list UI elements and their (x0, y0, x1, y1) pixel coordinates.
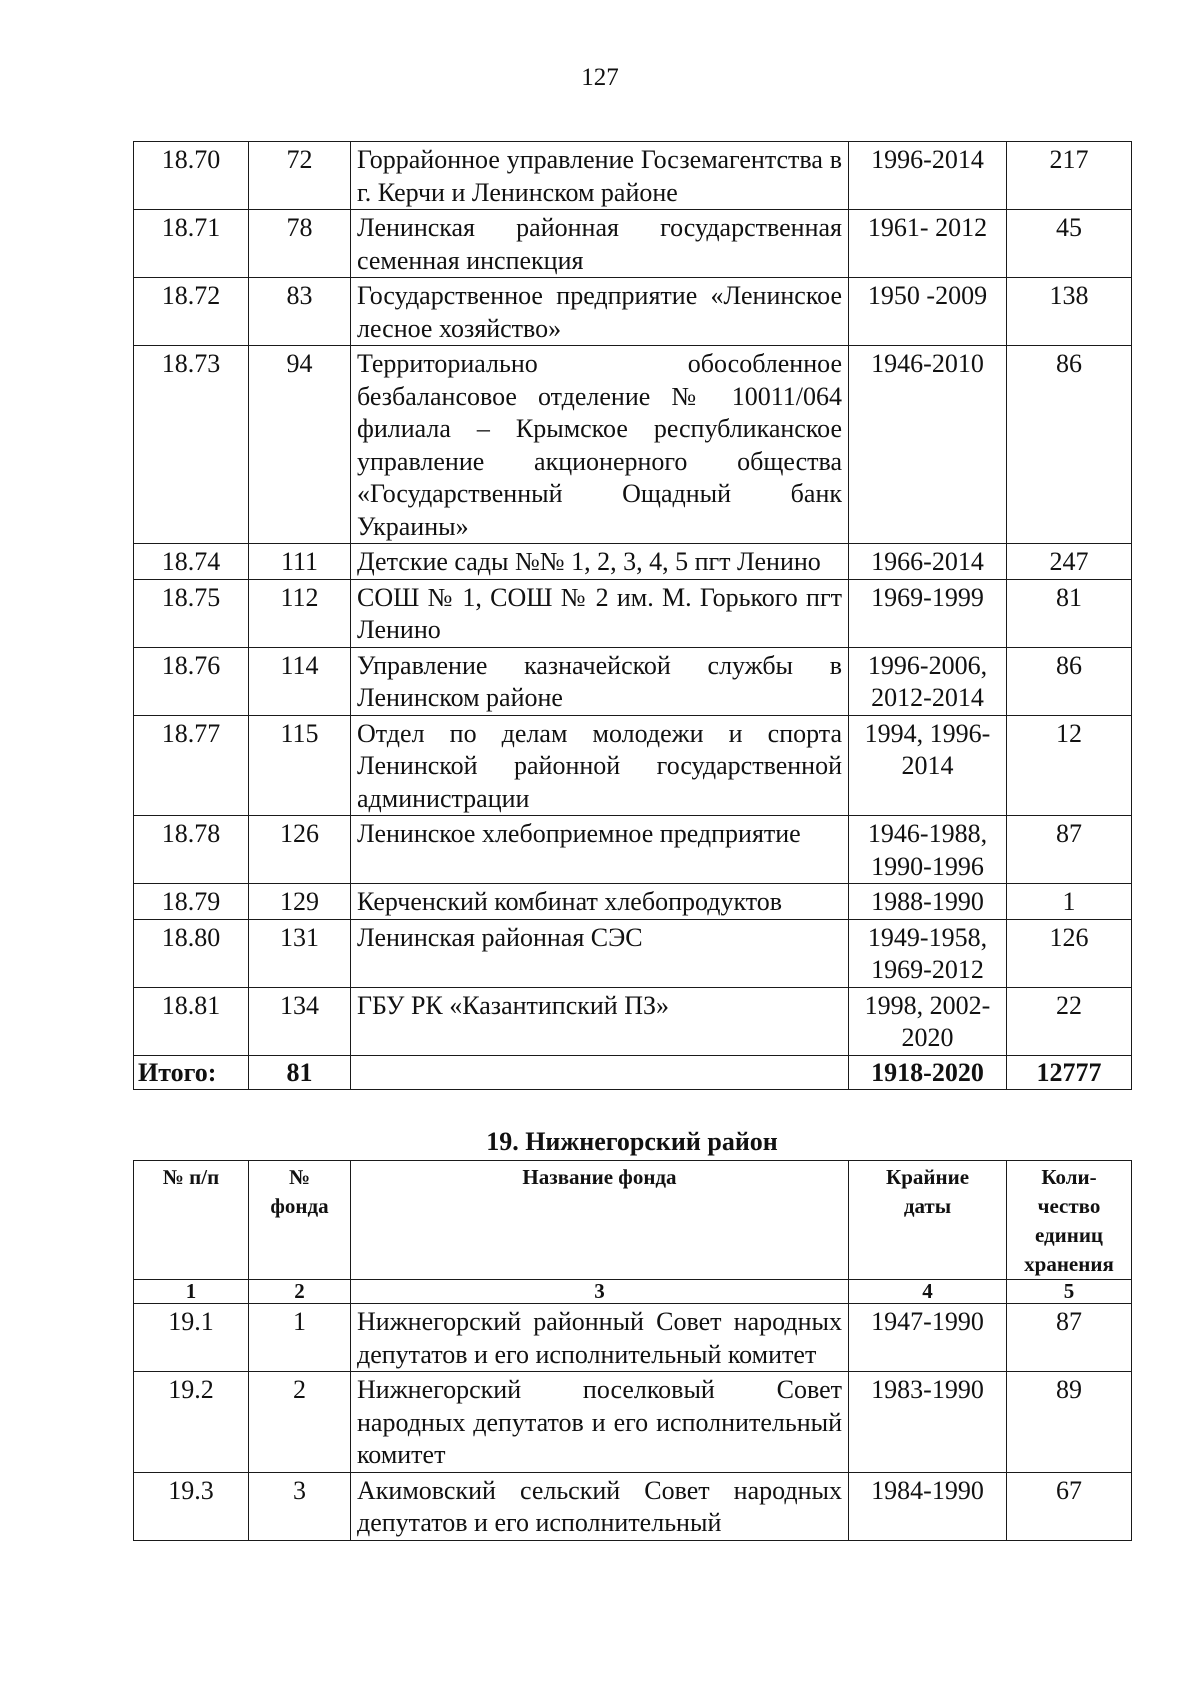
fond-number: 1 (249, 1304, 351, 1372)
total-dates: 1918-2020 (849, 1055, 1007, 1089)
fond-dates: 1969-1999 (849, 579, 1007, 647)
fond-name: Акимовский сельский Совет народных депутатов и его исполнительный (351, 1472, 849, 1540)
fond-dates: 1996-2014 (849, 142, 1007, 210)
header-fond-name: Название фонда (351, 1161, 849, 1280)
units-count: 22 (1007, 987, 1132, 1055)
row-number: 18.70 (134, 142, 249, 210)
row-number: 18.74 (134, 544, 249, 580)
fond-dates: 1996-2006, 2012-2014 (849, 647, 1007, 715)
fond-dates: 1988-1990 (849, 884, 1007, 920)
total-label: Итого: (134, 1055, 249, 1089)
fond-number: 114 (249, 647, 351, 715)
row-number: 18.71 (134, 210, 249, 278)
fond-number: 131 (249, 919, 351, 987)
row-number: 18.78 (134, 816, 249, 884)
table-header-row (134, 1161, 1132, 1280)
fond-dates: 1950 -2009 (849, 278, 1007, 346)
fond-number: 94 (249, 346, 351, 544)
table-row (134, 715, 1132, 816)
table-body (134, 142, 1132, 1090)
table-row (134, 544, 1132, 580)
row-number: 18.80 (134, 919, 249, 987)
total-count: 12777 (1007, 1055, 1132, 1089)
fond-name: Территориально обособленное безбалансовое отделение № 10011/064 филиала – Крымское республиканское управление акционерного общества «Государственный Ощадный банк Украины» (351, 346, 849, 544)
table-row (134, 1304, 1132, 1372)
fond-dates: 1947-1990 (849, 1304, 1007, 1372)
total-row (134, 1055, 1132, 1089)
fond-name: Нижнегорский районный Совет народных депутатов и его исполнительный комитет (351, 1304, 849, 1372)
table-row (134, 919, 1132, 987)
fond-number: 115 (249, 715, 351, 816)
units-count: 87 (1007, 1304, 1132, 1372)
fond-name: Управление казначейской службы в Ленинском районе (351, 647, 849, 715)
units-count: 89 (1007, 1372, 1132, 1473)
table-row (134, 579, 1132, 647)
units-count: 138 (1007, 278, 1132, 346)
fond-dates: 1984-1990 (849, 1472, 1007, 1540)
units-count: 67 (1007, 1472, 1132, 1540)
fond-number: 72 (249, 142, 351, 210)
units-count: 12 (1007, 715, 1132, 816)
table-row (134, 987, 1132, 1055)
fond-dates: 1946-1988, 1990-1996 (849, 816, 1007, 884)
fond-name: Горрайонное управление Госземагентства в г. Керчи и Ленинском районе (351, 142, 849, 210)
fond-number: 111 (249, 544, 351, 580)
table-row (134, 1472, 1132, 1540)
fond-name: Ленинское хлебоприемное предприятие (351, 816, 849, 884)
row-number: 18.77 (134, 715, 249, 816)
table-row (134, 884, 1132, 920)
fond-number: 126 (249, 816, 351, 884)
units-count: 126 (1007, 919, 1132, 987)
fond-name: Нижнегорский поселковый Совет народных депутатов и его исполнительный комитет (351, 1372, 849, 1473)
fond-name: ГБУ РК «Казантипский ПЗ» (351, 987, 849, 1055)
column-number-row (134, 1280, 1132, 1304)
table-row (134, 210, 1132, 278)
page-number: 127 (581, 64, 619, 91)
row-number: 18.72 (134, 278, 249, 346)
row-number: 19.2 (134, 1372, 249, 1473)
fond-number: 2 (249, 1372, 351, 1473)
row-number: 18.75 (134, 579, 249, 647)
row-number: 19.3 (134, 1472, 249, 1540)
table-row (134, 346, 1132, 544)
row-number: 18.73 (134, 346, 249, 544)
units-count: 247 (1007, 544, 1132, 580)
units-count: 86 (1007, 647, 1132, 715)
units-count: 45 (1007, 210, 1132, 278)
units-count: 81 (1007, 579, 1132, 647)
fond-dates: 1949-1958, 1969-2012 (849, 919, 1007, 987)
table-body (134, 1304, 1132, 1541)
fond-name: СОШ № 1, СОШ № 2 им. М. Горького пгт Ленино (351, 579, 849, 647)
column-number: 5 (1007, 1280, 1132, 1304)
units-count: 1 (1007, 884, 1132, 920)
table-row (134, 647, 1132, 715)
fond-dates: 1946-2010 (849, 346, 1007, 544)
column-number: 3 (351, 1280, 849, 1304)
archive-funds-table-leninsky (133, 141, 1132, 1090)
fond-dates: 1998, 2002-2020 (849, 987, 1007, 1055)
fond-number: 78 (249, 210, 351, 278)
fond-number: 3 (249, 1472, 351, 1540)
header-dates: Крайние даты (849, 1161, 1007, 1280)
fond-number: 134 (249, 987, 351, 1055)
fond-name: Керченский комбинат хлебопродуктов (351, 884, 849, 920)
row-number: 18.76 (134, 647, 249, 715)
units-count: 217 (1007, 142, 1132, 210)
table-row (134, 1372, 1132, 1473)
column-number: 1 (134, 1280, 249, 1304)
column-number: 2 (249, 1280, 351, 1304)
fond-name: Государственное предприятие «Ленинское лесное хозяйство» (351, 278, 849, 346)
column-number: 4 (849, 1280, 1007, 1304)
total-fonds: 81 (249, 1055, 351, 1089)
fond-name: Ленинская районная СЭС (351, 919, 849, 987)
table-row (134, 816, 1132, 884)
fond-dates: 1994, 1996-2014 (849, 715, 1007, 816)
fond-name: Отдел по делам молодежи и спорта Ленинской районной государственной администрации (351, 715, 849, 816)
fond-number: 83 (249, 278, 351, 346)
header-pp: № п/п (134, 1161, 249, 1280)
row-number: 18.81 (134, 987, 249, 1055)
units-count: 86 (1007, 346, 1132, 544)
fond-dates: 1966-2014 (849, 544, 1007, 580)
table-row (134, 278, 1132, 346)
section-title: 19. Нижнегорский район (486, 1127, 778, 1156)
header-units-count: Коли- чество единиц хранения (1007, 1161, 1132, 1280)
fond-name: Детские сады №№ 1, 2, 3, 4, 5 пгт Ленино (351, 544, 849, 580)
row-number: 19.1 (134, 1304, 249, 1372)
fond-dates: 1961- 2012 (849, 210, 1007, 278)
fond-dates: 1983-1990 (849, 1372, 1007, 1473)
header-fond-number: № фонда (249, 1161, 351, 1280)
row-number: 18.79 (134, 884, 249, 920)
units-count: 87 (1007, 816, 1132, 884)
fond-number: 129 (249, 884, 351, 920)
total-name (351, 1055, 849, 1089)
fond-name: Ленинская районная государственная семенная инспекция (351, 210, 849, 278)
archive-funds-table-nizhnegorsky (133, 1160, 1132, 1541)
table-row (134, 142, 1132, 210)
fond-number: 112 (249, 579, 351, 647)
